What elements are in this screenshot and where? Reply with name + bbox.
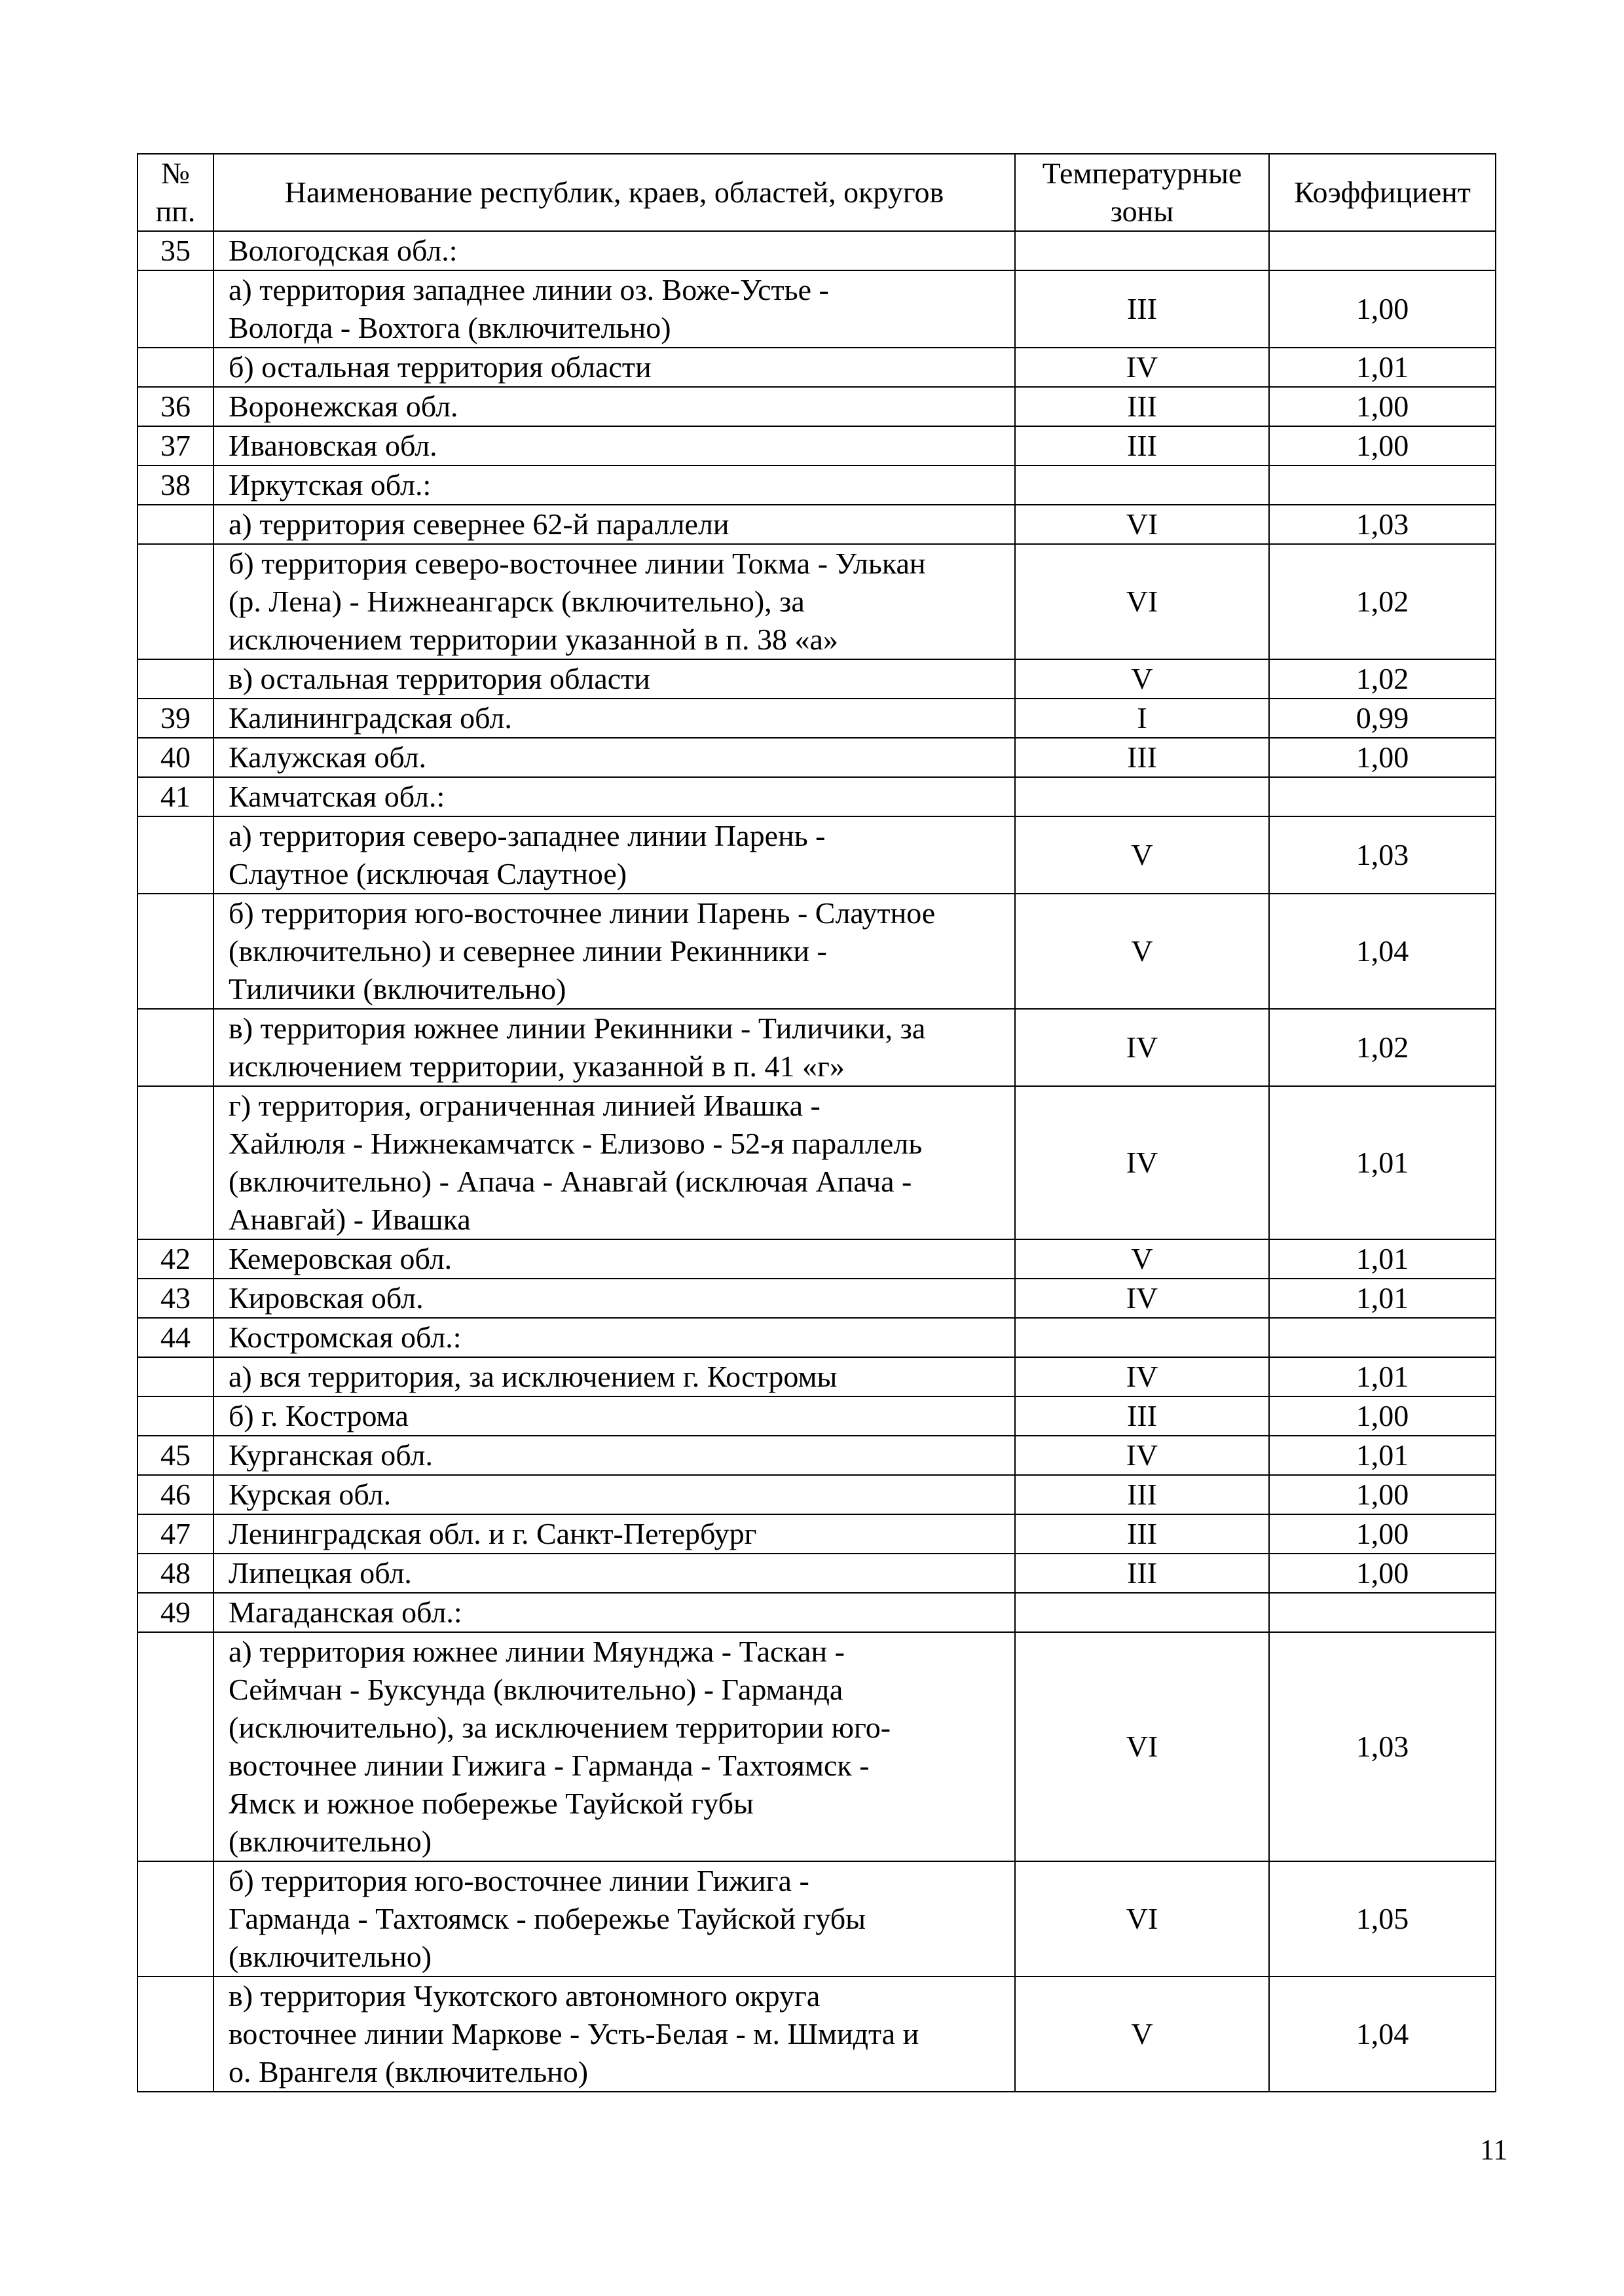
region-name-cell: Кемеровская обл. xyxy=(213,1239,1015,1279)
row-number-cell: 48 xyxy=(138,1554,213,1593)
row-number-cell xyxy=(138,1632,213,1861)
table-header-row xyxy=(138,154,1496,231)
coefficient-cell: 1,03 xyxy=(1269,1632,1496,1861)
table-row xyxy=(138,894,1496,1009)
temperature-zone-cell: V xyxy=(1015,659,1269,699)
table-row xyxy=(138,1861,1496,1977)
table-row xyxy=(138,816,1496,894)
row-number-cell: 36 xyxy=(138,387,213,426)
table-row xyxy=(138,387,1496,426)
region-name-cell: Иркутская обл.: xyxy=(213,465,1015,505)
table-row xyxy=(138,659,1496,699)
temperature-zone-cell xyxy=(1015,465,1269,505)
temperature-zone-cell: IV xyxy=(1015,348,1269,387)
coefficient-cell xyxy=(1269,777,1496,816)
table-row xyxy=(138,544,1496,659)
temperature-zone-cell xyxy=(1015,777,1269,816)
row-number-cell: 41 xyxy=(138,777,213,816)
region-name-cell: а) территория северо-западнее линии Парень - Слаутное (исключая Слаутное) xyxy=(213,816,1015,894)
table-row xyxy=(138,1239,1496,1279)
row-number-cell: 37 xyxy=(138,426,213,465)
row-number-cell xyxy=(138,1086,213,1239)
coefficient-cell: 1,00 xyxy=(1269,738,1496,777)
row-number-cell xyxy=(138,1009,213,1086)
coefficient-cell: 0,99 xyxy=(1269,699,1496,738)
coefficient-cell xyxy=(1269,231,1496,270)
coefficient-cell xyxy=(1269,1593,1496,1632)
row-number-cell: 46 xyxy=(138,1475,213,1514)
table-row xyxy=(138,1977,1496,2092)
row-number-cell: 40 xyxy=(138,738,213,777)
region-name-cell: Калининградская обл. xyxy=(213,699,1015,738)
region-name-cell: б) территория юго-восточнее линии Гижига - Гарманда - Тахтоямск - побережье Тауйской губы (включительно) xyxy=(213,1861,1015,1977)
row-number-cell xyxy=(138,894,213,1009)
climate-zones-table xyxy=(137,153,1496,2092)
temperature-zone-cell: III xyxy=(1015,270,1269,348)
table-row xyxy=(138,777,1496,816)
row-number-cell xyxy=(138,1357,213,1396)
region-name-cell: Вологодская обл.: xyxy=(213,231,1015,270)
temperature-zone-cell: VI xyxy=(1015,1861,1269,1977)
region-name-cell: в) территория Чукотского автономного округа восточнее линии Маркове - Усть-Белая - м. Шмидта и о. Врангеля (включительно) xyxy=(213,1977,1015,2092)
page-number: 11 xyxy=(1480,2134,1508,2166)
coefficient-cell: 1,04 xyxy=(1269,894,1496,1009)
table-row xyxy=(138,1436,1496,1475)
temperature-zone-cell: III xyxy=(1015,1396,1269,1436)
row-number-cell xyxy=(138,505,213,544)
temperature-zone-cell: III xyxy=(1015,426,1269,465)
temperature-zone-cell: V xyxy=(1015,1239,1269,1279)
region-name-cell: Ивановская обл. xyxy=(213,426,1015,465)
row-number-cell xyxy=(138,1396,213,1436)
table-row xyxy=(138,231,1496,270)
table-row xyxy=(138,465,1496,505)
coefficient-cell: 1,02 xyxy=(1269,1009,1496,1086)
coefficient-cell: 1,01 xyxy=(1269,1357,1496,1396)
table-row xyxy=(138,1593,1496,1632)
table-row xyxy=(138,1318,1496,1357)
table-row xyxy=(138,1514,1496,1554)
coefficient-cell: 1,00 xyxy=(1269,1554,1496,1593)
temperature-zone-cell: VI xyxy=(1015,505,1269,544)
header-coefficient: Коэффициент xyxy=(1269,154,1496,231)
row-number-cell: 44 xyxy=(138,1318,213,1357)
coefficient-cell xyxy=(1269,465,1496,505)
row-number-cell xyxy=(138,544,213,659)
coefficient-cell: 1,01 xyxy=(1269,1279,1496,1318)
coefficient-cell: 1,00 xyxy=(1269,1475,1496,1514)
region-name-cell: б) территория юго-восточнее линии Парень - Слаутное (включительно) и севернее линии Рекинники - Тиличики (включительно) xyxy=(213,894,1015,1009)
table-row xyxy=(138,1632,1496,1861)
region-name-cell: Магаданская обл.: xyxy=(213,1593,1015,1632)
header-temperature-zone: Температурные зоны xyxy=(1015,154,1269,231)
row-number-cell: 43 xyxy=(138,1279,213,1318)
temperature-zone-cell: I xyxy=(1015,699,1269,738)
temperature-zone-cell: VI xyxy=(1015,544,1269,659)
row-number-cell: 47 xyxy=(138,1514,213,1554)
temperature-zone-cell xyxy=(1015,1318,1269,1357)
region-name-cell: Липецкая обл. xyxy=(213,1554,1015,1593)
region-name-cell: а) территория западнее линии оз. Воже-Устье - Вологда - Вохтога (включительно) xyxy=(213,270,1015,348)
row-number-cell: 45 xyxy=(138,1436,213,1475)
temperature-zone-cell xyxy=(1015,231,1269,270)
row-number-cell: 38 xyxy=(138,465,213,505)
table-row xyxy=(138,426,1496,465)
region-name-cell: а) территория севернее 62-й параллели xyxy=(213,505,1015,544)
coefficient-cell: 1,03 xyxy=(1269,816,1496,894)
region-name-cell: г) территория, ограниченная линией Ивашка - Хайлюля - Нижнекамчатск - Елизово - 52-я параллель (включительно) - Апача - Анавгай (исключая Апача - Анавгай) - Ивашка xyxy=(213,1086,1015,1239)
region-name-cell: а) вся территория, за исключением г. Костромы xyxy=(213,1357,1015,1396)
table-row xyxy=(138,270,1496,348)
temperature-zone-cell: III xyxy=(1015,387,1269,426)
region-name-cell: Калужская обл. xyxy=(213,738,1015,777)
region-name-cell: а) территория южнее линии Мяунджа - Таскан - Сеймчан - Буксунда (включительно) - Гарманда (исключительно), за исключением территории юго- восточнее линии Гижига - Гарманда - Тахтоямск - Ямск и южное побережье Тауйской губы (включительно) xyxy=(213,1632,1015,1861)
region-name-cell: в) остальная территория области xyxy=(213,659,1015,699)
region-name-cell: Камчатская обл.: xyxy=(213,777,1015,816)
row-number-cell xyxy=(138,270,213,348)
temperature-zone-cell: IV xyxy=(1015,1357,1269,1396)
coefficient-cell: 1,00 xyxy=(1269,270,1496,348)
region-name-cell: Кировская обл. xyxy=(213,1279,1015,1318)
row-number-cell: 49 xyxy=(138,1593,213,1632)
table-row xyxy=(138,1086,1496,1239)
coefficient-cell: 1,00 xyxy=(1269,1396,1496,1436)
header-region-name: Наименование республик, краев, областей, округов xyxy=(213,154,1015,231)
coefficient-cell: 1,00 xyxy=(1269,426,1496,465)
row-number-cell: 39 xyxy=(138,699,213,738)
temperature-zone-cell: V xyxy=(1015,894,1269,1009)
table-row xyxy=(138,1475,1496,1514)
coefficient-cell: 1,01 xyxy=(1269,1239,1496,1279)
table-row xyxy=(138,348,1496,387)
row-number-cell xyxy=(138,659,213,699)
row-number-cell xyxy=(138,348,213,387)
coefficient-cell: 1,02 xyxy=(1269,544,1496,659)
row-number-cell xyxy=(138,816,213,894)
temperature-zone-cell: IV xyxy=(1015,1086,1269,1239)
header-number: № пп. xyxy=(138,154,213,231)
row-number-cell xyxy=(138,1861,213,1977)
temperature-zone-cell: IV xyxy=(1015,1279,1269,1318)
region-name-cell: б) г. Кострома xyxy=(213,1396,1015,1436)
coefficient-cell: 1,03 xyxy=(1269,505,1496,544)
region-name-cell: Ленинградская обл. и г. Санкт-Петербург xyxy=(213,1514,1015,1554)
temperature-zone-cell: V xyxy=(1015,1977,1269,2092)
table-row xyxy=(138,738,1496,777)
temperature-zone-cell: IV xyxy=(1015,1009,1269,1086)
table-row xyxy=(138,505,1496,544)
table-row xyxy=(138,1554,1496,1593)
region-name-cell: Курская обл. xyxy=(213,1475,1015,1514)
coefficient-cell xyxy=(1269,1318,1496,1357)
row-number-cell xyxy=(138,1977,213,2092)
coefficient-cell: 1,02 xyxy=(1269,659,1496,699)
temperature-zone-cell xyxy=(1015,1593,1269,1632)
table-row xyxy=(138,1279,1496,1318)
region-name-cell: Курганская обл. xyxy=(213,1436,1015,1475)
region-name-cell: б) остальная территория области xyxy=(213,348,1015,387)
coefficient-cell: 1,05 xyxy=(1269,1861,1496,1977)
temperature-zone-cell: III xyxy=(1015,1554,1269,1593)
row-number-cell: 35 xyxy=(138,231,213,270)
region-name-cell: в) территория южнее линии Рекинники - Тиличики, за исключением территории, указанной в п. 41 «г» xyxy=(213,1009,1015,1086)
coefficient-cell: 1,01 xyxy=(1269,1436,1496,1475)
table-row xyxy=(138,1357,1496,1396)
coefficient-cell: 1,01 xyxy=(1269,348,1496,387)
table-row xyxy=(138,699,1496,738)
coefficient-cell: 1,00 xyxy=(1269,387,1496,426)
temperature-zone-cell: III xyxy=(1015,1475,1269,1514)
coefficient-cell: 1,00 xyxy=(1269,1514,1496,1554)
region-name-cell: Костромская обл.: xyxy=(213,1318,1015,1357)
temperature-zone-cell: III xyxy=(1015,738,1269,777)
coefficient-cell: 1,01 xyxy=(1269,1086,1496,1239)
temperature-zone-cell: VI xyxy=(1015,1632,1269,1861)
coefficient-cell: 1,04 xyxy=(1269,1977,1496,2092)
region-name-cell: Воронежская обл. xyxy=(213,387,1015,426)
row-number-cell: 42 xyxy=(138,1239,213,1279)
temperature-zone-cell: III xyxy=(1015,1514,1269,1554)
table-row xyxy=(138,1009,1496,1086)
temperature-zone-cell: V xyxy=(1015,816,1269,894)
region-name-cell: б) территория северо-восточнее линии Токма - Улькан (р. Лена) - Нижнеангарск (включительно), за исключением территории указанной в п. 38 «а» xyxy=(213,544,1015,659)
temperature-zone-cell: IV xyxy=(1015,1436,1269,1475)
table-row xyxy=(138,1396,1496,1436)
